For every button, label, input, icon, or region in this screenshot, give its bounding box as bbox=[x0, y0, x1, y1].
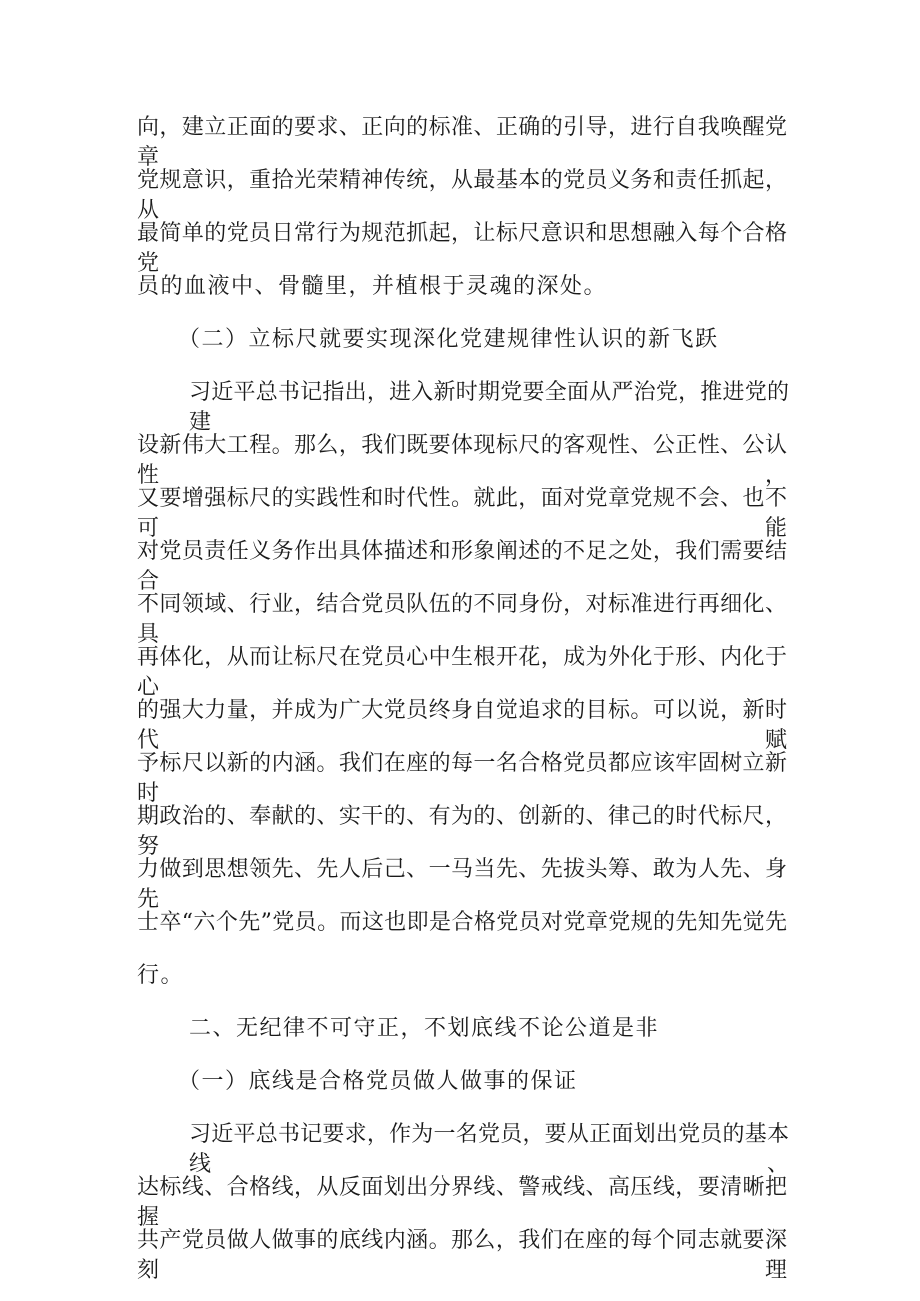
paragraph-line: 员的血液中、骨髓里，并植根于灵魂的深处。 bbox=[137, 274, 608, 299]
paragraph-line: 的强大力量，并成为广大党员终身自觉追求的目标。可以说，新时代赋 bbox=[137, 698, 787, 753]
paragraph-line: 最简单的党员日常行为规范抓起，让标尺意识和思想融入每个合格党 bbox=[137, 221, 787, 276]
paragraph-line: 期政治的、奉献的、实干的、有为的、创新的、律己的时代标尺，努 bbox=[137, 804, 787, 859]
paragraph-line: 力做到思想领先、先人后己、一马当先、先拔头筹、敢为人先、身先 bbox=[137, 857, 787, 912]
chapter-heading: 二、无纪律不可守正，不划底线不论公道是非 bbox=[189, 1016, 660, 1041]
paragraph-line: 再体化，从而让标尺在党员心中生根开花，成为外化于形、内化于心 bbox=[137, 645, 787, 700]
paragraph-line: 行。 bbox=[137, 963, 185, 988]
paragraph-line: 达标线、合格线，从反面划出分界线、警戒线、高压线，要清晰把握 bbox=[137, 1175, 787, 1230]
paragraph-line: 习近平总书记要求，作为一名党员，要从正面划出党员的基本线、 bbox=[189, 1122, 789, 1177]
section-heading: （二）立标尺就要实现深化党建规律性认识的新飞跃 bbox=[178, 327, 719, 352]
paragraph-line: 不同领域、行业，结合党员队伍的不同身份，对标准进行再细化、具 bbox=[137, 592, 787, 647]
paragraph-line: 对党员责任义务作出具体描述和形象阐述的不足之处，我们需要结合 bbox=[137, 539, 787, 594]
paragraph-line: 向，建立正面的要求、正向的标准、正确的引导，进行自我唤醒党章 bbox=[137, 115, 787, 170]
paragraph-line: 党规意识，重拾光荣精神传统，从最基本的党员义务和责任抓起，从 bbox=[137, 168, 787, 223]
paragraph-line: 习近平总书记指出，进入新时期党要全面从严治党，推进党的建 bbox=[189, 380, 789, 435]
section-heading: （一）底线是合格党员做人做事的保证 bbox=[178, 1069, 578, 1094]
paragraph-line: 士卒“六个先”党员。而这也即是合格党员对党章党规的先知先觉先 bbox=[137, 910, 787, 935]
paragraph-line: 设新伟大工程。那么，我们既要体现标尺的客观性、公正性、公认性， bbox=[137, 433, 787, 488]
paragraph-line: 共产党员做人做事的底线内涵。那么，我们在座的每个同志就要深刻理 bbox=[137, 1228, 787, 1283]
paragraph-line: 又要增强标尺的实践性和时代性。就此，面对党章党规不会、也不可能 bbox=[137, 486, 787, 541]
paragraph-line: 予标尺以新的内涵。我们在座的每一名合格党员都应该牢固树立新时 bbox=[137, 751, 787, 806]
